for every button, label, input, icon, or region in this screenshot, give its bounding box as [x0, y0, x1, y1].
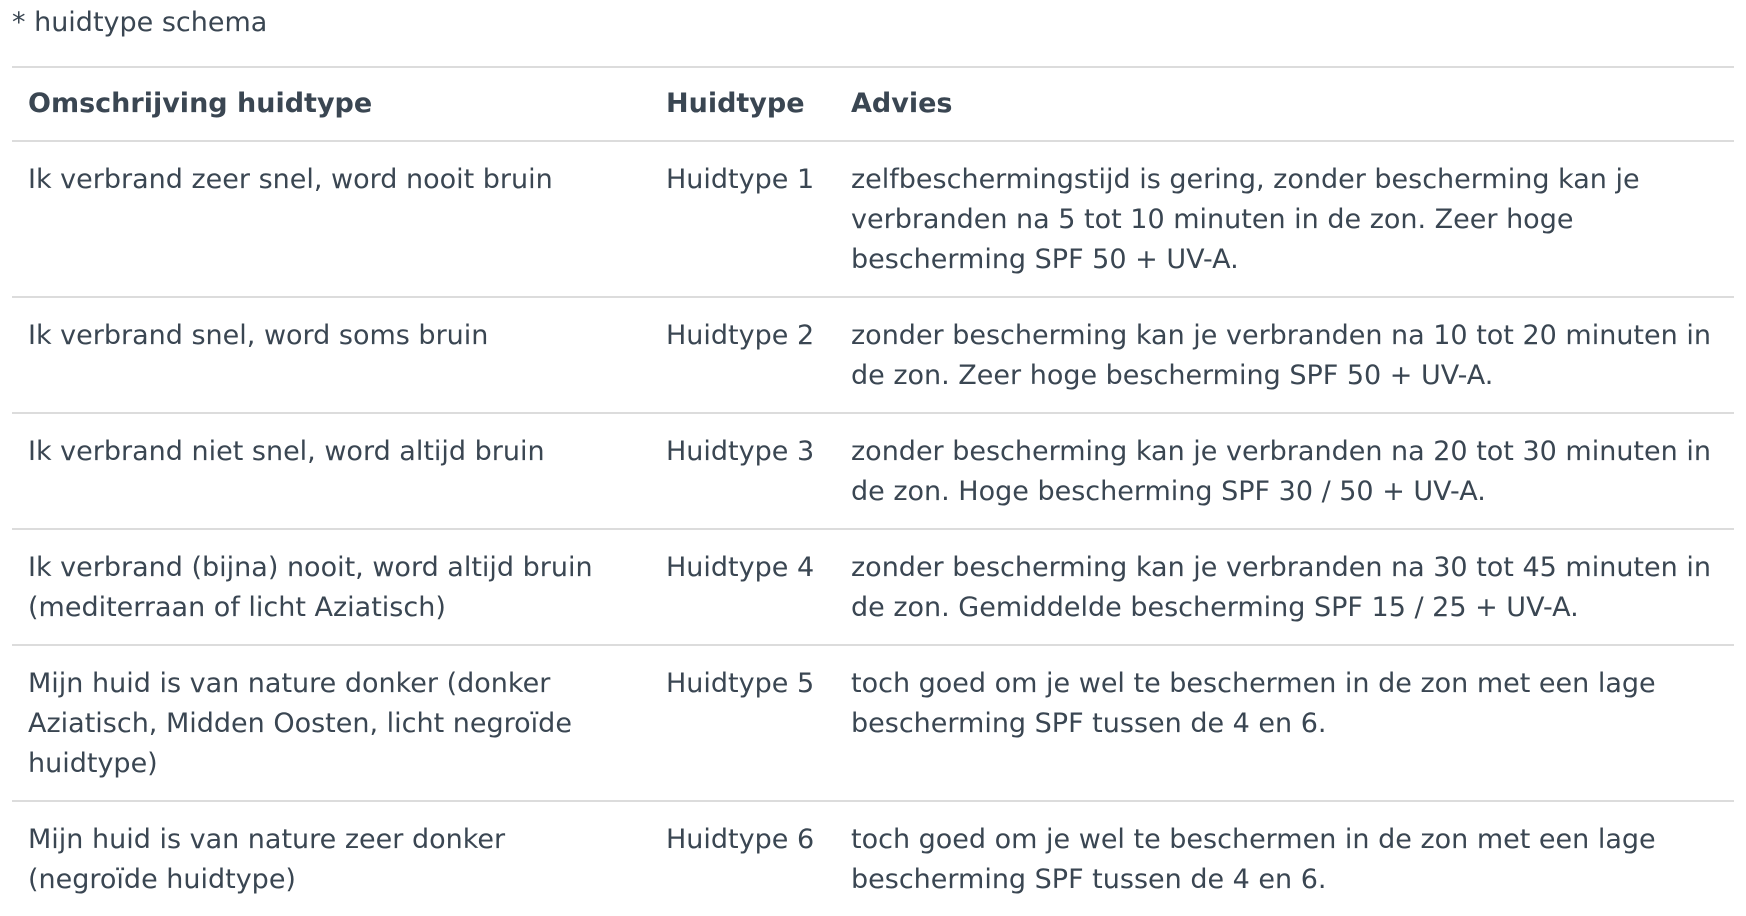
- cell-advice: zelfbeschermingstijd is gering, zonder bescherming kan je verbranden na 5 tot 10 minuten in de zon. Zeer hoge bescherming SPF 50 + UV-A.: [835, 141, 1734, 297]
- header-advice: Advies: [835, 67, 1734, 141]
- header-description: Omschrijving huidtype: [12, 67, 650, 141]
- skin-type-table: [12, 66, 1734, 916]
- table-row: [12, 297, 1734, 413]
- cell-description: Ik verbrand (bijna) nooit, word altijd bruin (mediterraan of licht Aziatisch): [12, 529, 650, 645]
- cell-description: Mijn huid is van nature zeer donker (negroïde huidtype): [28, 824, 506, 895]
- table-header-row: [12, 67, 1734, 141]
- cell-skin-type: Huidtype 6: [666, 824, 815, 855]
- cell-advice: toch goed om je wel te beschermen in de zon met een lage bescherming SPF tussen de 4 en 6.: [835, 645, 1734, 801]
- table-row: [12, 801, 1734, 916]
- cell-description: Ik verbrand niet snel, word altijd bruin: [12, 413, 650, 529]
- cell-advice: zonder bescherming kan je verbranden na 20 tot 30 minuten in de zon. Hoge bescherming SPF 30 / 50 + UV-A.: [835, 413, 1734, 529]
- cell-description: Mijn huid is van nature donker (donker Aziatisch, Midden Oosten, licht negroïde huidtype): [12, 645, 650, 801]
- table-row: [12, 141, 1734, 297]
- cell-skin-type: Huidtype 2: [650, 297, 835, 413]
- table-row: [12, 645, 1734, 801]
- cell-skin-type: Huidtype 1: [650, 141, 835, 297]
- cell-skin-type: Huidtype 3: [650, 413, 835, 529]
- skin-type-table-container: [12, 66, 1734, 916]
- cell-skin-type: Huidtype 4: [650, 529, 835, 645]
- table-row: [12, 413, 1734, 529]
- cell-advice: zonder bescherming kan je verbranden na 30 tot 45 minuten in de zon. Gemiddelde bescherming SPF 15 / 25 + UV-A.: [835, 529, 1734, 645]
- cell-advice: toch goed om je wel te beschermen in de zon met een lage bescherming SPF tussen de 4 en 6.: [851, 824, 1656, 895]
- table-row: [12, 529, 1734, 645]
- cell-skin-type: Huidtype 5: [650, 645, 835, 801]
- cell-advice: zonder bescherming kan je verbranden na 10 tot 20 minuten in de zon. Zeer hoge bescherming SPF 50 + UV-A.: [835, 297, 1734, 413]
- table-caption: * huidtype schema: [12, 7, 268, 38]
- header-skin-type: Huidtype: [650, 67, 835, 141]
- cell-description: Ik verbrand snel, word soms bruin: [12, 297, 650, 413]
- cell-description: Ik verbrand zeer snel, word nooit bruin: [12, 141, 650, 297]
